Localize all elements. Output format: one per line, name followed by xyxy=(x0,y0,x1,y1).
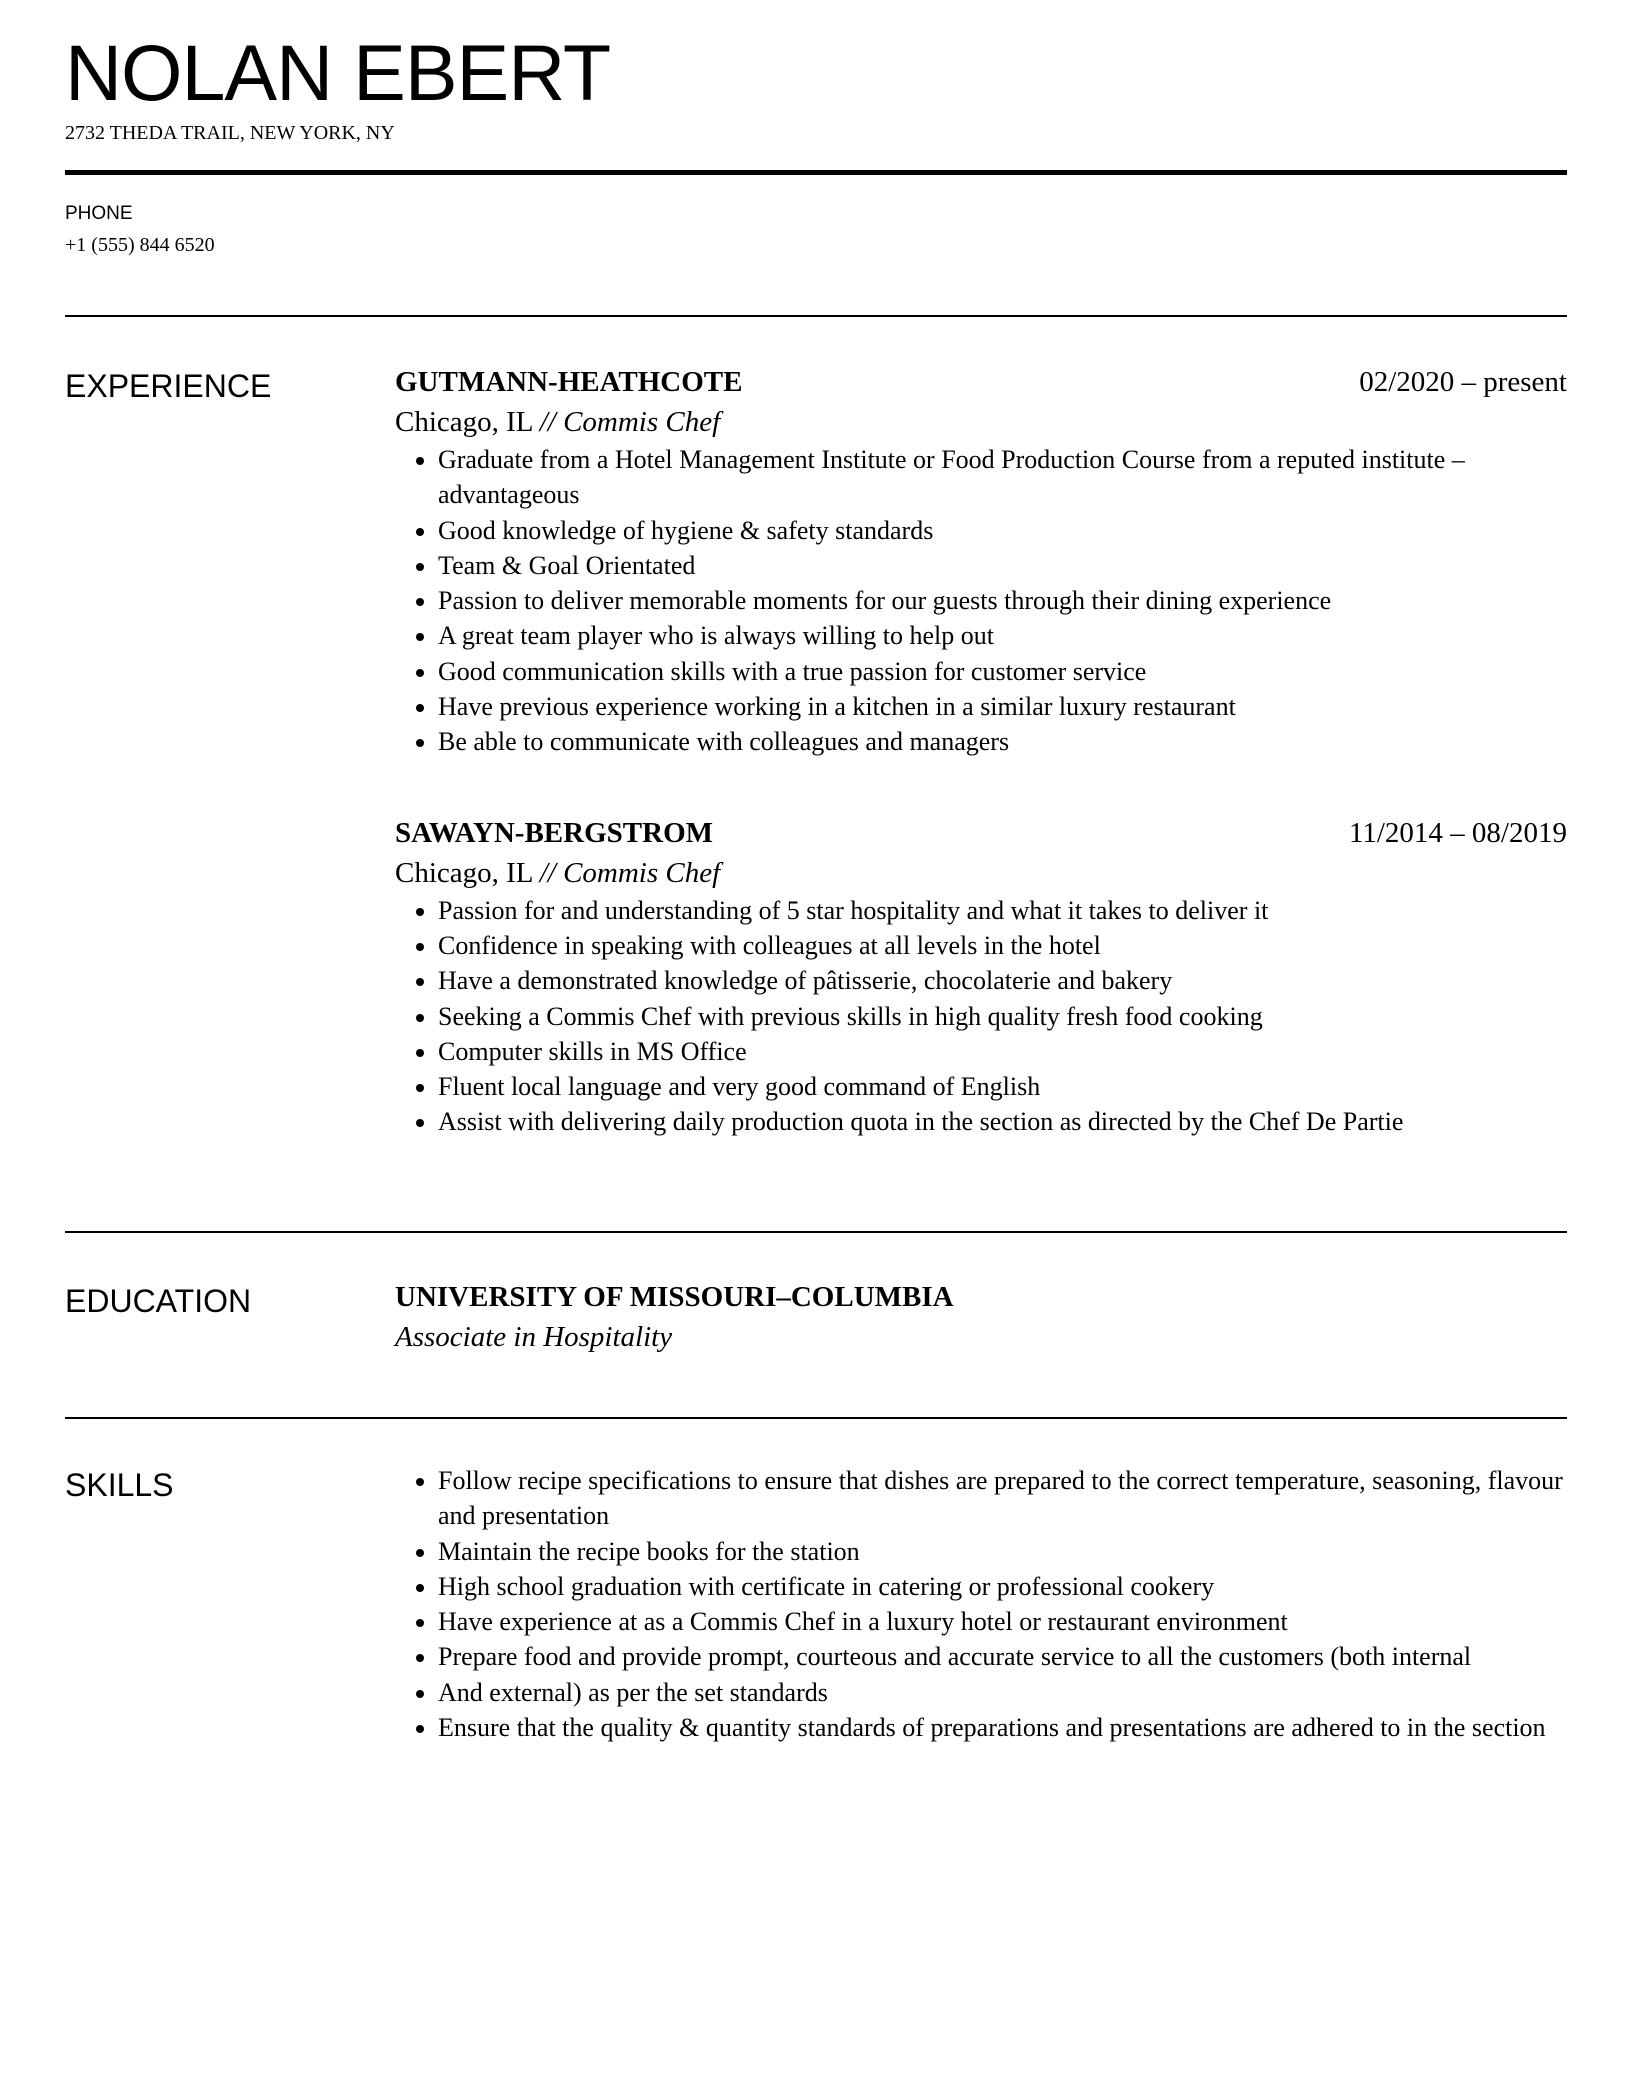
list-item: • Team & Goal Orientated xyxy=(438,548,1567,583)
list-item: • Seeking a Commis Chef with previous skills in high quality fresh food cooking xyxy=(438,999,1567,1034)
job-location: Chicago, IL xyxy=(395,856,533,889)
education-heading: EDUCATION xyxy=(65,1283,252,1319)
job-dates: 11/2014 – 08/2019 xyxy=(1348,816,1567,849)
list-item: • Have experience at as a Commis Chef in a luxury hotel or restaurant environment xyxy=(438,1604,1567,1639)
skills-list xyxy=(395,1463,1567,1745)
company-name: GUTMANN-HEATHCOTE xyxy=(395,366,743,398)
experience-divider xyxy=(65,1231,1567,1233)
list-item: • High school graduation with certificate in catering or professional cookery xyxy=(438,1569,1567,1604)
list-item: • Fluent local language and very good command of English xyxy=(438,1069,1567,1104)
experience-heading: EXPERIENCE xyxy=(65,368,272,404)
list-item: • Prepare food and provide prompt, courteous and accurate service to all the customers (both internal xyxy=(438,1639,1567,1674)
list-item: • Confidence in speaking with colleagues at all levels in the hotel xyxy=(438,928,1567,963)
company-name: SAWAYN-BERGSTROM xyxy=(395,816,713,849)
candidate-address: 2732 THEDA TRAIL, NEW YORK, NY xyxy=(65,122,395,144)
list-item: • Be able to communicate with colleagues and managers xyxy=(438,724,1567,759)
experience-section xyxy=(395,362,1567,1140)
list-item: • Follow recipe specifications to ensure that dishes are prepared to the correct temperature, seasoning, flavour and presentation xyxy=(438,1463,1567,1534)
job-location: Chicago, IL xyxy=(395,406,533,438)
education-divider xyxy=(65,1417,1567,1419)
phone-value: +1 (555) 844 6520 xyxy=(65,234,215,256)
list-item: • Good knowledge of hygiene & safety standards xyxy=(438,513,1567,548)
list-item: • Have a demonstrated knowledge of pâtisserie, chocolaterie and bakery xyxy=(438,963,1567,998)
contact-divider xyxy=(65,315,1567,317)
job-role: Commis Chef xyxy=(563,406,721,438)
list-item: • Graduate from a Hotel Management Institute or Food Production Course from a reputed institute – advantageous xyxy=(438,442,1567,513)
list-item: • Passion to deliver memorable moments for our guests through their dining experience xyxy=(438,583,1567,618)
job-bullet-list xyxy=(395,893,1567,1140)
degree-name: Associate in Hospitality xyxy=(395,1321,673,1353)
job-separator: // xyxy=(539,406,556,438)
job-separator: // xyxy=(539,856,556,889)
list-item: • Good communication skills with a true passion for customer service xyxy=(438,654,1567,689)
job-bullet-list xyxy=(395,442,1567,760)
list-item: • Assist with delivering daily production quota in the section as directed by the Chef De Partie xyxy=(438,1104,1567,1139)
candidate-name: NOLAN EBERT xyxy=(65,28,611,117)
job-header xyxy=(395,362,1567,402)
list-item: • Passion for and understanding of 5 star hospitality and what it takes to deliver it xyxy=(438,893,1567,928)
education-section xyxy=(395,1277,1567,1357)
skills-section xyxy=(395,1463,1567,1745)
skills-heading: SKILLS xyxy=(65,1467,174,1503)
list-item: • Ensure that the quality & quantity standards of preparations and presentations are adhered to in the section xyxy=(438,1710,1567,1745)
list-item: • Computer skills in MS Office xyxy=(438,1034,1567,1069)
job-header xyxy=(395,813,1567,853)
job-role: Commis Chef xyxy=(563,856,721,889)
job-dates: 02/2020 – present xyxy=(1359,366,1567,398)
job-entry xyxy=(395,362,1567,760)
job-subline xyxy=(395,402,1567,442)
school-name: UNIVERSITY OF MISSOURI–COLUMBIA xyxy=(395,1281,954,1313)
list-item: • Maintain the recipe books for the station xyxy=(438,1534,1567,1569)
job-subline xyxy=(395,853,1567,893)
job-entry xyxy=(395,813,1567,1140)
list-item: • And external) as per the set standards xyxy=(438,1675,1567,1710)
list-item: • A great team player who is always willing to help out xyxy=(438,618,1567,653)
header-divider xyxy=(65,170,1567,175)
list-item: • Have previous experience working in a kitchen in a similar luxury restaurant xyxy=(438,689,1567,724)
phone-label: PHONE xyxy=(65,203,133,224)
